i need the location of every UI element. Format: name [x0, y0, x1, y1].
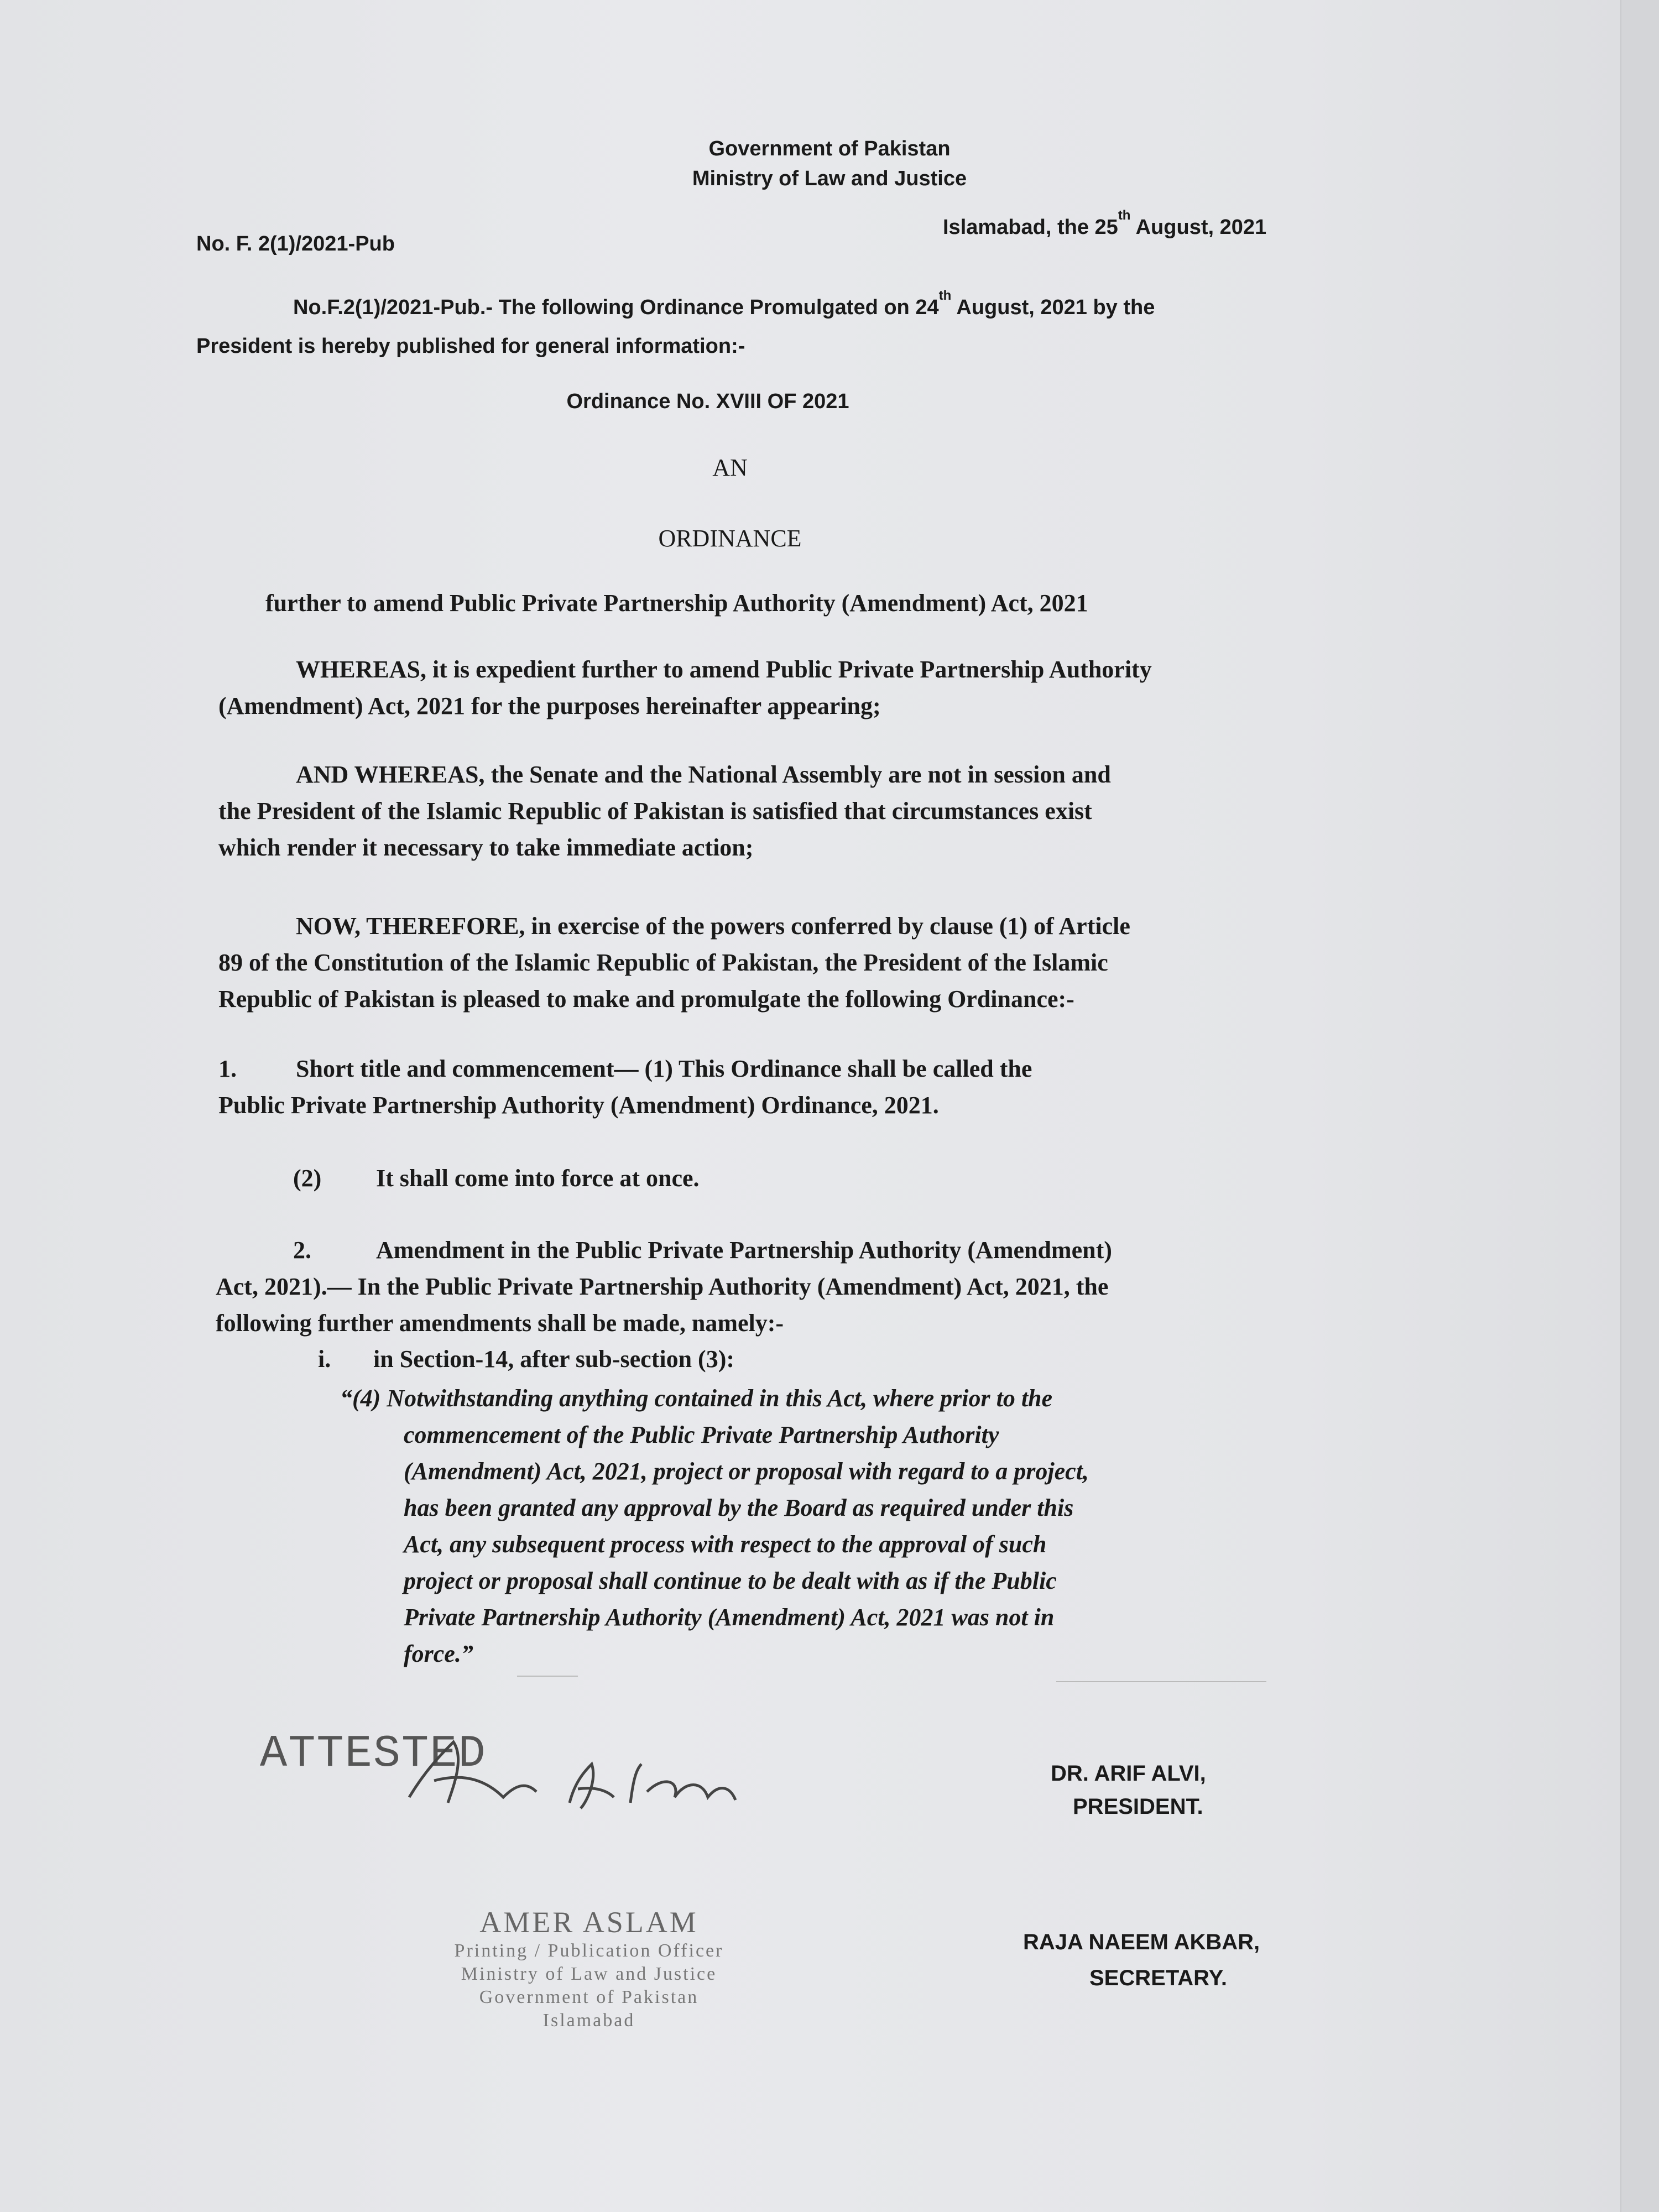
secretary-title: SECRETARY. — [1089, 1966, 1227, 1990]
section-2: 2. Amendment in the Public Private Partnership Authority (Amendment) Act, 2021).— In the Public Private Partnership Authority (Amendment) Act, 2021, the following further amendments shall be made, namely:- — [216, 1237, 1112, 1337]
place-date: Islamabad, the 25th August, 2021 — [943, 208, 1267, 239]
president-title: PRESIDENT. — [1073, 1794, 1203, 1819]
secretary-name: RAJA NAEEM AKBAR, — [1023, 1930, 1260, 1954]
whereas-paragraph: WHEREAS, it is expedient further to amend Public Private Partnership Authority (Amendment) Act, 2021 for the purposes hereinafter appearing; — [218, 656, 1152, 719]
reference-number: No. F. 2(1)/2021-Pub — [196, 232, 395, 255]
divider-short — [517, 1676, 578, 1677]
quoted-subsection-4: “(4) Notwithstanding anything contained in this Act, where prior to the commencement of the Public Private Partnership Authority (Amendment) Act, 2021, project or proposal with regard to a project, has been granted any approval by the Board as required under this Act, any subsequent process with respect to the approval of such project or proposal shall continue to be dealt with as if the Public Private Partnership Authority (Amendment) Act, 2021 was not in force.” — [340, 1385, 1089, 1667]
now-therefore-paragraph: NOW, THEREFORE, in exercise of the powers conferred by clause (1) of Article 89 of the Constitution of the Islamic Republic of Pakistan, the President of the Islamic Republic of Pakistan is pleased to make and promulgate the following Ordinance:- — [218, 912, 1130, 1013]
ordinance-number: Ordinance No. XVIII OF 2021 — [566, 390, 849, 413]
title-ordinance: ORDINANCE — [658, 525, 802, 552]
subsection-2-number: (2) — [293, 1165, 322, 1192]
title-an: AN — [712, 454, 748, 481]
header-government: Government of Pakistan — [708, 137, 951, 160]
page-edge — [1620, 0, 1659, 2212]
item-i-text: in Section-14, after sub-section (3): — [373, 1345, 734, 1373]
officer-stamp: AMER ASLAM Printing / Publication Officer Ministry of Law and Justice Government of Pakistan Islamabad — [359, 1905, 818, 2032]
section-1-heading: Short title and commencement— — [296, 1055, 639, 1082]
long-title: further to amend Public Private Partnership Authority (Amendment) Act, 2021 — [265, 589, 1088, 617]
divider-long — [1056, 1681, 1266, 1682]
and-whereas-paragraph: AND WHEREAS, the Senate and the National Assembly are not in session and the President of the Islamic Republic of Pakistan is satisfied that circumstances exist which render it necessary to take immediate action; — [218, 761, 1111, 861]
attested-stamp: ATTESTED — [260, 1728, 487, 1780]
signature — [387, 1720, 752, 1825]
section-1-number: 1. — [218, 1055, 237, 1082]
intro-line-1: No.F.2(1)/2021-Pub.- The following Ordinance Promulgated on 24th August, 2021 by the — [293, 288, 1155, 319]
intro-line-2: President is hereby published for general information:- — [196, 335, 745, 358]
subsection-2-text: It shall come into force at once. — [376, 1165, 700, 1192]
header-ministry: Ministry of Law and Justice — [692, 167, 967, 190]
president-name: DR. ARIF ALVI, — [1051, 1761, 1206, 1786]
section-1: 1. Short title and commencement— (1) This Ordinance shall be called the Public Private Partnership Authority (Amendment) Ordinance, 2021. — [218, 1051, 1032, 1124]
stamp-name: AMER ASLAM — [479, 1906, 698, 1939]
item-i-number: i. — [318, 1345, 331, 1373]
